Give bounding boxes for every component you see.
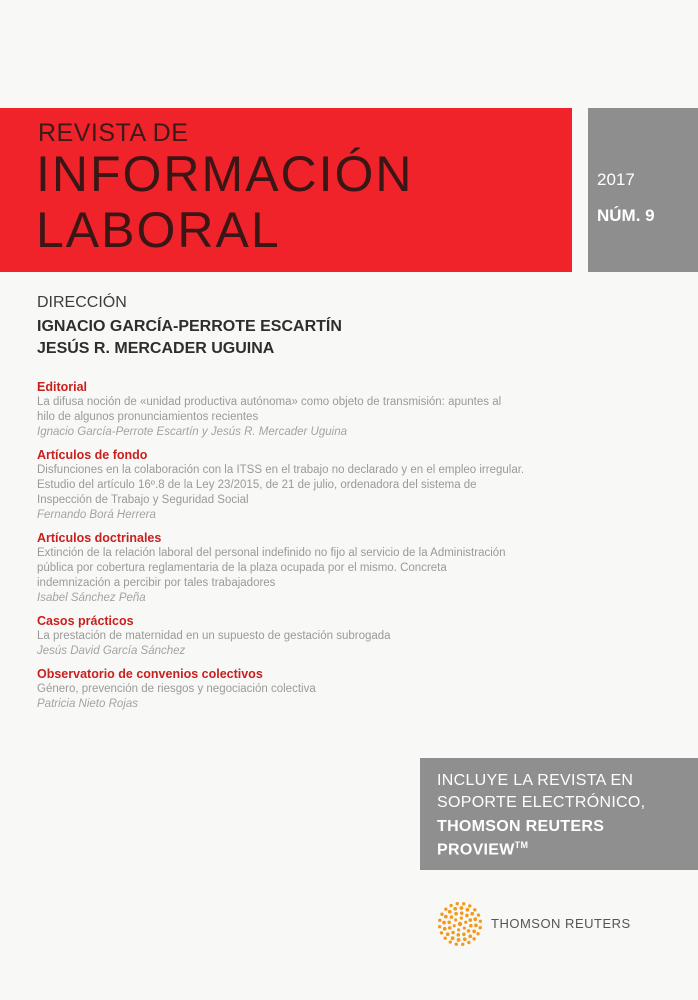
publisher-name: THOMSON REUTERS xyxy=(491,916,631,931)
title-line-informacion: INFORMACIÓN xyxy=(36,146,414,202)
article-title-line: indemnización a percibir por tales trabajadores xyxy=(37,577,276,589)
article-title-line: Género, prevención de riesgos y negociación colectiva xyxy=(37,683,316,695)
proview-product: PROVIEW xyxy=(437,841,515,859)
toc-section-articulos-doctrinales xyxy=(37,531,577,606)
proview-line: INCLUYE LA REVISTA EN xyxy=(437,772,634,789)
toc-section-articulos-de-fondo xyxy=(37,448,577,523)
toc-section-editorial xyxy=(37,380,577,440)
toc-section-observatorio xyxy=(37,667,577,712)
article-title-line: La difusa noción de «unidad productiva autónoma» como objeto de transmisión: apuntes al xyxy=(37,396,502,408)
issue-band xyxy=(588,108,698,272)
issue-year: 2017 xyxy=(597,170,635,189)
article-title-line: Estudio del artículo 16º.8 de la Ley 23/2015, de 21 de julio, ordenadora del sistema de xyxy=(37,479,477,491)
toc-section-casos-practicos xyxy=(37,614,577,659)
article-author: Ignacio García-Perrote Escartín y Jesús R. Mercader Uguina xyxy=(37,426,347,438)
article-author: Patricia Nieto Rojas xyxy=(37,698,138,710)
title-line-laboral: LABORAL xyxy=(36,202,281,258)
article-title-line: Inspección de Trabajo y Seguridad Social xyxy=(37,494,249,506)
article-title-line: hilo de algunos pronunciamientos recientes xyxy=(37,411,259,423)
article-title-line: pública por cobertura reglamentaria de la plaza ocupada por el mismo. Concreta xyxy=(37,562,447,574)
section-title: Casos prácticos xyxy=(37,614,134,628)
proview-line: SOPORTE ELECTRÓNICO, xyxy=(437,794,646,811)
article-author: Jesús David García Sánchez xyxy=(37,645,186,657)
article-title-line: La prestación de maternidad en un supuesto de gestación subrogada xyxy=(37,630,391,642)
section-title: Editorial xyxy=(37,380,88,394)
proview-line: THOMSON REUTERS xyxy=(437,818,605,835)
section-title: Artículos de fondo xyxy=(37,448,148,462)
section-title: Observatorio de convenios colectivos xyxy=(37,667,263,681)
director-name: IGNACIO GARCÍA-PERROTE ESCARTÍN xyxy=(37,318,342,335)
article-author: Fernando Borá Herrera xyxy=(37,509,156,521)
article-title-line: Disfunciones en la colaboración con la ITSS en el trabajo no declarado y en el empleo irregular. xyxy=(37,464,525,476)
direction-heading: DIRECCIÓN xyxy=(37,294,127,311)
trademark-mark: TM xyxy=(514,840,529,850)
article-title-line: Extinción de la relación laboral del personal indefinido no fijo al servicio de la Administración xyxy=(37,547,506,559)
article-author: Isabel Sánchez Peña xyxy=(37,592,146,604)
thomson-reuters-dots-icon xyxy=(438,902,482,946)
proview-line xyxy=(437,840,528,859)
title-prefix: REVISTA DE xyxy=(38,119,189,147)
section-title: Artículos doctrinales xyxy=(37,531,162,545)
issue-number: NÚM. 9 xyxy=(597,206,655,225)
table-of-contents xyxy=(37,380,577,720)
director-name: JESÚS R. MERCADER UGUINA xyxy=(37,340,275,357)
